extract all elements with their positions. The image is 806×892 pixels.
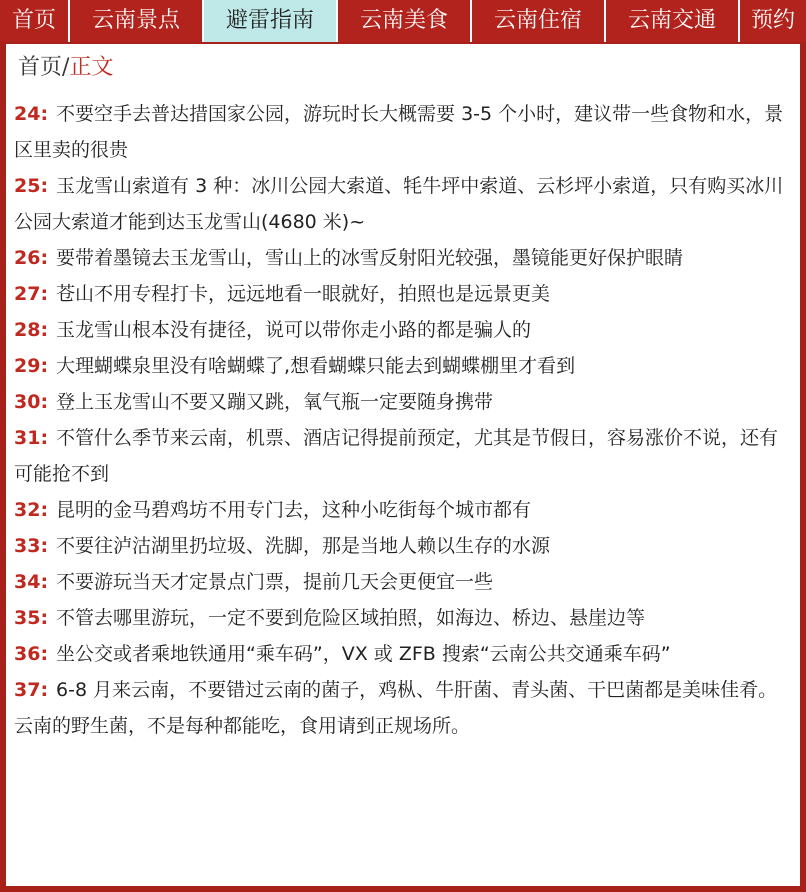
tip-text: 玉龙雪山根本没有捷径，说可以带你走小路的都是骗人的 <box>56 319 532 341</box>
tip-text: 大理蝴蝶泉里没有啥蝴蝶了,想看蝴蝶只能去到蝴蝶棚里才看到 <box>56 355 576 377</box>
breadcrumb-current: 正文 <box>69 55 114 80</box>
tip-item <box>14 276 792 312</box>
tip-item <box>14 312 792 348</box>
top-nav-bar <box>0 0 806 44</box>
tip-number: 27: <box>14 283 49 305</box>
tip-number: 28: <box>14 319 49 341</box>
tip-item <box>14 528 792 564</box>
tip-item <box>14 492 792 528</box>
tip-number: 25: <box>14 175 49 197</box>
tip-item <box>14 672 792 744</box>
tip-number: 35: <box>14 607 49 629</box>
tip-text: 6-8 月来云南，不要错过云南的菌子，鸡枞、牛肝菌、青头菌、干巴菌都是美味佳肴。云南的野生菌，不是每种都能吃，食用请到正规场所。 <box>14 679 778 737</box>
tip-text: 要带着墨镜去玉龙雪山，雪山上的冰雪反射阳光较强，墨镜能更好保护眼睛 <box>56 247 684 269</box>
tip-number: 32: <box>14 499 49 521</box>
tab-transportation[interactable]: 云南交通 <box>606 0 740 42</box>
breadcrumb-home-link[interactable]: 首页 <box>18 55 63 80</box>
tab-home[interactable]: 首页 <box>0 0 70 42</box>
tip-number: 37: <box>14 679 49 701</box>
breadcrumb-separator: / <box>62 55 70 80</box>
tip-item <box>14 600 792 636</box>
tip-text: 坐公交或者乘地铁通用“乘车码”，VX 或 ZFB 搜索“云南公共交通乘车码” <box>56 643 671 665</box>
breadcrumb <box>18 53 113 83</box>
tip-text: 不要游玩当天才定景点门票，提前几天会更便宜一些 <box>56 571 494 593</box>
tip-text: 不管什么季节来云南，机票、酒店记得提前预定，尤其是节假日，容易涨价不说，还有可能抢不到 <box>14 427 779 485</box>
tab-scenic-spots[interactable]: 云南景点 <box>70 0 204 42</box>
tip-number: 30: <box>14 391 49 413</box>
tip-item <box>14 240 792 276</box>
tips-list <box>14 96 792 744</box>
tip-item <box>14 384 792 420</box>
tab-avoid-pitfalls-guide[interactable]: 避雷指南 <box>204 0 338 42</box>
tip-item <box>14 636 792 672</box>
tab-accommodation[interactable]: 云南住宿 <box>472 0 606 42</box>
tip-number: 33: <box>14 535 49 557</box>
tip-text: 玉龙雪山索道有 3 种：冰川公园大索道、牦牛坪中索道、云杉坪小索道，只有购买冰川公园大索道才能到达玉龙雪山(4680 米)~ <box>14 175 784 233</box>
tip-item <box>14 348 792 384</box>
tip-item <box>14 564 792 600</box>
tip-item <box>14 420 792 492</box>
tip-number: 24: <box>14 103 49 125</box>
tip-number: 31: <box>14 427 49 449</box>
tip-item <box>14 168 792 240</box>
tip-text: 登上玉龙雪山不要又蹦又跳，氧气瓶一定要随身携带 <box>56 391 494 413</box>
tip-text: 不要空手去普达措国家公园，游玩时长大概需要 3-5 个小时，建议带一些食物和水，景区里卖的很贵 <box>14 103 784 161</box>
tip-number: 26: <box>14 247 49 269</box>
tip-text: 不要往泸沽湖里扔垃圾、洗脚，那是当地人赖以生存的水源 <box>56 535 551 557</box>
tip-number: 29: <box>14 355 49 377</box>
tip-text: 苍山不用专程打卡，远远地看一眼就好，拍照也是远景更美 <box>56 283 551 305</box>
tip-item <box>14 96 792 168</box>
tip-text: 昆明的金马碧鸡坊不用专门去，这种小吃街每个城市都有 <box>56 499 532 521</box>
tip-number: 36: <box>14 643 49 665</box>
tab-food[interactable]: 云南美食 <box>338 0 472 42</box>
tip-number: 34: <box>14 571 49 593</box>
tip-text: 不管去哪里游玩，一定不要到危险区域拍照，如海边、桥边、悬崖边等 <box>56 607 646 629</box>
tab-booking[interactable]: 预约 <box>740 0 806 42</box>
